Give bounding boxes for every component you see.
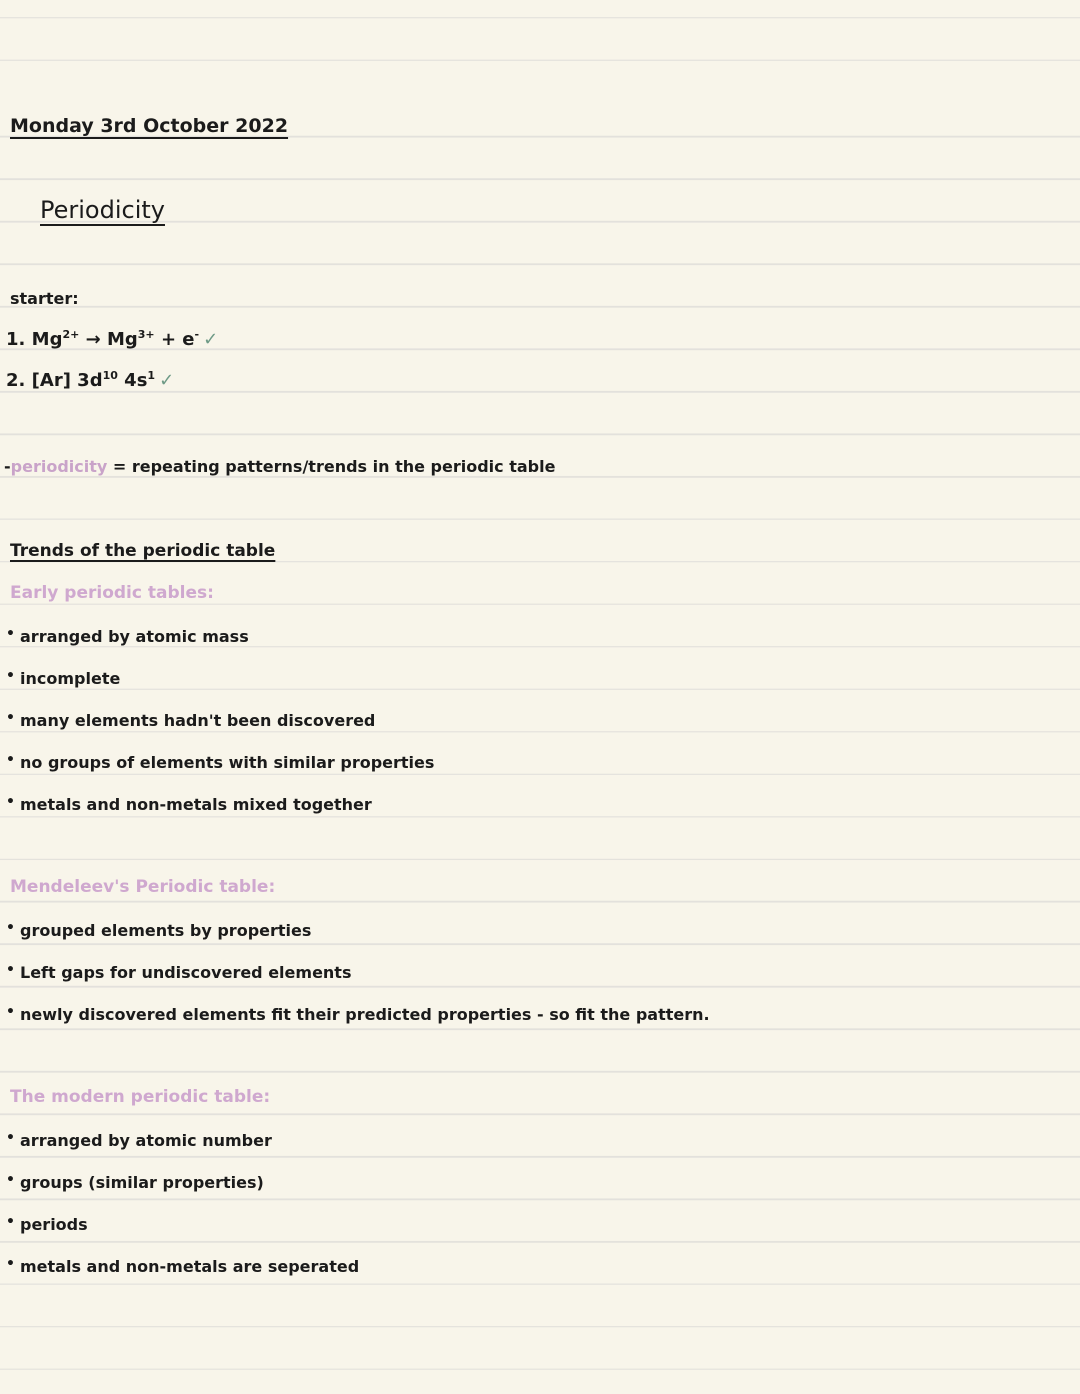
bullet-icon: • [6,920,15,936]
definition-bullet: - [4,457,11,476]
starter-item-2 [6,369,175,391]
list-item: • grouped elements by properties [6,920,312,940]
check-mark-icon: ✓ [159,370,175,391]
starter-item-1 [6,328,219,350]
modern-table-heading: The modern periodic table: [10,1087,271,1107]
list-item: • no groups of elements with similar properties [6,752,435,772]
starter-label: starter: [10,289,79,308]
item-number: 1. [6,329,26,350]
early-tables-heading: Early periodic tables: [10,583,214,603]
list-item: • metals and non-metals mixed together [6,794,372,814]
definition-text: repeating patterns/trends in the periodic table [131,457,556,476]
list-item: • periods [6,1214,88,1234]
bullet-icon: • [6,710,15,726]
mendeleev-table-heading: Mendeleev's Periodic table: [10,877,276,897]
list-item: • many elements hadn't been discovered [6,710,376,730]
bullet-icon: • [6,1256,15,1272]
check-mark-icon: ✓ [203,329,219,350]
list-item: • newly discovered elements fit their predicted properties - so fit the pattern. [6,1004,710,1024]
bullet-icon: • [6,1214,15,1230]
config-part-1: [Ar] 3d [31,370,103,391]
ion-left: Mg [31,329,63,350]
config-part-2: 4s [117,370,148,391]
bullet-icon: • [6,1172,15,1188]
bullet-icon: • [6,1130,15,1146]
arrow-icon: → [85,329,101,350]
electron: + e [160,329,195,350]
config-sup-1: 10 [102,369,118,382]
bullet-icon: • [6,752,15,768]
item-number: 2. [6,370,26,391]
definition-term: periodicity [10,457,108,476]
note-date: Monday 3rd October 2022 [10,115,289,137]
list-item: • metals and non-metals are seperated [6,1256,360,1276]
bullet-icon: • [6,1004,15,1020]
trends-heading: Trends of the periodic table [10,541,276,561]
periodicity-definition [4,459,555,475]
bullet-icon: • [6,668,15,684]
list-item: • groups (similar properties) [6,1172,264,1192]
electron-charge: - [194,328,200,341]
list-item: • arranged by atomic mass [6,626,249,646]
list-item: • arranged by atomic number [6,1130,272,1150]
list-item: • Left gaps for undiscovered elements [6,962,352,982]
list-item: • incomplete [6,668,121,688]
bullet-icon: • [6,962,15,978]
bullet-icon: • [6,626,15,642]
config-sup-2: 1 [147,369,156,382]
ion-left-charge: 2+ [62,328,80,341]
ion-right-charge: 3+ [137,328,155,341]
definition-separator: = [112,457,127,476]
ion-right: Mg [106,329,138,350]
bullet-icon: • [6,794,15,810]
note-title: Periodicity [40,196,165,224]
